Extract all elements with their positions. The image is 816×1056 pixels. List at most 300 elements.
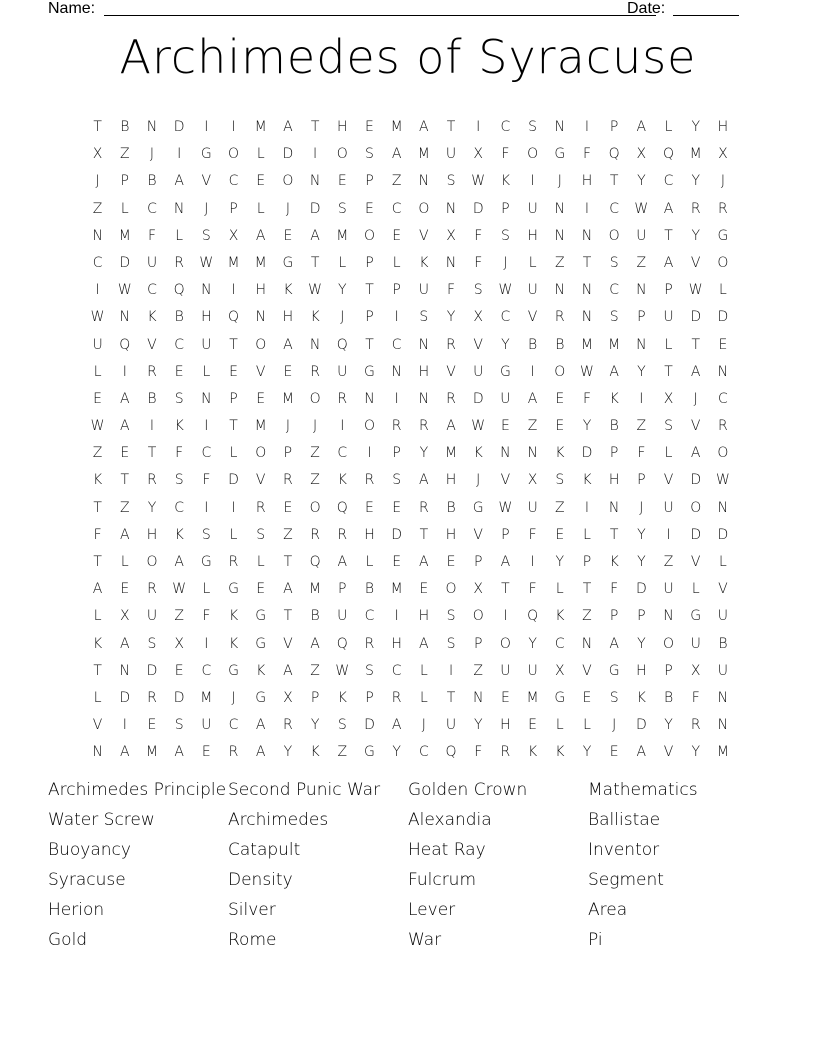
grid-letter: O: [472, 608, 484, 625]
grid-letter: K: [609, 390, 619, 407]
grid-letter: K: [500, 173, 510, 190]
word-list-row: [48, 780, 768, 810]
grid-letter: L: [93, 363, 102, 380]
grid-letter: Z: [337, 744, 348, 761]
word-list-item: Buoyancy: [48, 840, 131, 860]
grid-letter: K: [555, 445, 565, 462]
grid-letter: A: [609, 363, 619, 380]
grid-letter: E: [201, 744, 211, 761]
grid-letter: U: [201, 717, 212, 734]
grid-letter: P: [365, 173, 374, 190]
grid-letter: C: [147, 200, 157, 217]
grid-letter: S: [201, 227, 211, 244]
grid-letter: K: [93, 635, 103, 652]
grid-letter: U: [337, 363, 348, 380]
grid-letter: A: [119, 526, 130, 543]
grid-letter: M: [145, 744, 159, 761]
grid-letter: J: [476, 472, 481, 489]
grid-letter: V: [690, 418, 701, 435]
grid-letter: H: [636, 662, 647, 679]
grid-letter: U: [663, 309, 674, 326]
grid-letter: X: [554, 662, 565, 679]
grid-letter: G: [255, 635, 267, 652]
word-list-item: Mathematics: [588, 780, 698, 800]
word-list-row: [48, 840, 768, 870]
grid-letter: Y: [528, 635, 537, 652]
grid-letter: S: [555, 472, 565, 489]
grid-letter: T: [93, 554, 102, 570]
grid-letter: T: [283, 554, 293, 570]
grid-letter: P: [637, 309, 646, 326]
grid-letter: J: [95, 173, 100, 190]
grid-row: [84, 658, 737, 685]
grid-letter: N: [717, 363, 729, 380]
grid-letter: R: [364, 635, 375, 652]
grid-letter: N: [173, 200, 185, 217]
grid-letter: W: [199, 254, 214, 271]
word-list-item: Syracuse: [48, 870, 126, 890]
grid-letter: R: [310, 526, 320, 543]
grid-letter: D: [472, 200, 484, 217]
grid-letter: U: [500, 390, 511, 407]
grid-letter: P: [365, 689, 374, 706]
grid-letter: D: [635, 581, 647, 598]
grid-letter: T: [691, 336, 700, 353]
letter-grid: [84, 114, 737, 767]
grid-letter: A: [636, 744, 647, 761]
grid-letter: R: [500, 744, 511, 761]
grid-letter: R: [718, 200, 728, 217]
grid-row: [84, 141, 737, 168]
grid-letter: V: [92, 717, 103, 734]
grid-letter: B: [174, 309, 184, 326]
grid-letter: D: [690, 309, 702, 326]
grid-letter: D: [173, 119, 185, 135]
grid-letter: O: [309, 499, 321, 516]
grid-letter: S: [392, 472, 402, 489]
grid-letter: L: [338, 254, 347, 271]
grid-letter: N: [554, 227, 566, 244]
grid-letter: S: [147, 635, 157, 652]
grid-letter: B: [718, 635, 728, 652]
grid-letter: J: [313, 418, 318, 435]
grid-letter: J: [149, 146, 155, 163]
grid-letter: Z: [174, 608, 184, 625]
grid-letter: N: [201, 390, 212, 407]
grid-letter: I: [122, 363, 127, 380]
grid-letter: X: [718, 146, 728, 163]
grid-letter: U: [527, 200, 538, 217]
grid-row: [84, 114, 737, 141]
grid-letter: U: [527, 282, 538, 299]
grid-letter: P: [637, 472, 646, 489]
grid-letter: L: [202, 581, 211, 598]
grid-letter: A: [500, 554, 511, 570]
grid-letter: K: [256, 662, 266, 679]
grid-letter: G: [554, 146, 566, 163]
grid-letter: M: [227, 254, 240, 271]
grid-row: [84, 277, 737, 304]
grid-letter: Y: [392, 744, 401, 761]
word-list-item: Archimedes Principle: [48, 780, 227, 800]
grid-letter: I: [204, 418, 209, 435]
grid-letter: L: [555, 581, 564, 598]
grid-letter: C: [500, 309, 511, 326]
grid-letter: S: [446, 173, 456, 190]
grid-letter: T: [609, 173, 619, 190]
grid-letter: V: [255, 472, 266, 489]
grid-letter: D: [690, 472, 702, 489]
grid-letter: L: [719, 282, 727, 299]
grid-letter: E: [419, 581, 429, 598]
grid-letter: S: [256, 526, 266, 543]
grid-letter: S: [446, 608, 456, 625]
grid-letter: K: [337, 689, 347, 706]
grid-letter: M: [580, 336, 594, 353]
grid-letter: O: [228, 146, 240, 163]
grid-letter: T: [93, 499, 102, 516]
grid-letter: O: [445, 581, 457, 598]
grid-letter: F: [610, 581, 619, 598]
grid-letter: M: [390, 119, 403, 135]
grid-letter: A: [92, 581, 103, 598]
grid-letter: B: [147, 390, 157, 407]
grid-letter: C: [201, 445, 212, 462]
grid-letter: R: [228, 554, 239, 570]
grid-letter: I: [95, 282, 100, 299]
grid-letter: N: [527, 445, 538, 462]
grid-letter: T: [310, 254, 320, 271]
grid-letter: V: [690, 254, 701, 271]
grid-letter: Y: [637, 554, 646, 570]
grid-letter: L: [120, 200, 129, 217]
grid-letter: C: [174, 336, 185, 353]
grid-row: [84, 576, 737, 603]
grid-letter: Y: [446, 309, 456, 326]
grid-letter: D: [472, 390, 484, 407]
grid-letter: X: [473, 581, 484, 598]
grid-letter: I: [231, 499, 236, 516]
grid-letter: A: [419, 635, 429, 652]
grid-letter: O: [717, 254, 729, 271]
grid-letter: Y: [310, 717, 320, 734]
grid-letter: N: [717, 689, 729, 706]
grid-letter: R: [418, 418, 429, 435]
grid-letter: G: [282, 254, 294, 271]
grid-letter: B: [147, 173, 157, 190]
grid-letter: R: [147, 472, 157, 489]
grid-letter: W: [580, 363, 594, 380]
grid-letter: N: [201, 282, 212, 299]
grid-letter: L: [93, 689, 102, 706]
grid-letter: N: [717, 499, 729, 516]
grid-letter: G: [200, 554, 212, 570]
grid-letter: F: [582, 390, 591, 407]
grid-letter: D: [228, 472, 239, 489]
grid-letter: O: [499, 635, 511, 652]
grid-letter: S: [609, 309, 619, 326]
grid-letter: U: [337, 608, 348, 625]
grid-row: [84, 168, 737, 195]
grid-letter: A: [283, 119, 293, 135]
grid-letter: Y: [147, 499, 157, 516]
grid-letter: K: [555, 744, 565, 761]
grid-letter: A: [283, 581, 293, 598]
grid-letter: A: [283, 662, 293, 679]
grid-letter: T: [609, 526, 619, 543]
grid-letter: A: [255, 744, 266, 761]
grid-letter: F: [474, 227, 483, 244]
grid-letter: W: [335, 662, 350, 679]
grid-letter: N: [581, 227, 593, 244]
grid-letter: P: [392, 445, 401, 462]
grid-letter: H: [146, 526, 158, 543]
grid-letter: R: [364, 472, 375, 489]
word-list-item: Silver: [228, 900, 276, 920]
grid-letter: G: [364, 744, 375, 761]
grid-letter: L: [664, 445, 673, 462]
grid-letter: T: [582, 254, 592, 271]
grid-letter: H: [581, 173, 593, 190]
grid-letter: Q: [309, 554, 321, 570]
grid-letter: B: [310, 608, 320, 625]
grid-letter: H: [418, 608, 430, 625]
grid-letter: K: [419, 254, 429, 271]
grid-letter: M: [118, 227, 131, 244]
grid-letter: G: [228, 662, 239, 679]
grid-letter: E: [93, 390, 103, 407]
word-list-item: Gold: [48, 930, 88, 950]
grid-letter: L: [365, 554, 374, 570]
grid-letter: X: [636, 146, 647, 163]
grid-letter: E: [283, 227, 293, 244]
grid-letter: E: [500, 418, 510, 435]
grid-letter: A: [419, 472, 429, 489]
grid-letter: O: [554, 363, 566, 380]
grid-letter: O: [255, 336, 267, 353]
grid-letter: P: [637, 608, 646, 625]
grid-letter: H: [500, 717, 511, 734]
grid-letter: Y: [691, 119, 700, 135]
grid-letter: T: [229, 418, 238, 435]
grid-letter: S: [337, 717, 347, 734]
grid-letter: C: [391, 336, 402, 353]
grid-letter: N: [255, 309, 266, 326]
grid-letter: H: [201, 309, 212, 326]
grid-letter: K: [609, 554, 619, 570]
grid-letter: E: [500, 689, 510, 706]
grid-letter: U: [500, 662, 511, 679]
grid-letter: N: [119, 662, 131, 679]
grid-letter: Q: [608, 146, 620, 163]
grid-letter: L: [93, 608, 102, 625]
grid-letter: N: [554, 119, 566, 135]
grid-letter: A: [337, 554, 348, 570]
grid-row: [84, 386, 737, 413]
grid-letter: P: [609, 445, 619, 462]
grid-letter: I: [666, 526, 671, 543]
worksheet-header: [48, 0, 748, 20]
grid-letter: R: [446, 336, 456, 353]
grid-letter: N: [608, 499, 620, 516]
grid-letter: A: [255, 227, 266, 244]
grid-letter: I: [204, 119, 209, 135]
grid-letter: L: [229, 445, 238, 462]
grid-letter: H: [445, 526, 457, 543]
grid-letter: I: [313, 146, 318, 163]
grid-letter: U: [201, 336, 212, 353]
grid-letter: Z: [310, 472, 320, 489]
word-list-item: Pi: [588, 930, 603, 950]
grid-letter: A: [310, 635, 320, 652]
grid-letter: I: [584, 499, 590, 516]
grid-letter: E: [174, 363, 184, 380]
grid-letter: M: [309, 581, 322, 598]
grid-letter: B: [446, 499, 456, 516]
grid-letter: W: [172, 581, 187, 598]
grid-letter: U: [717, 608, 729, 625]
grid-letter: R: [337, 390, 348, 407]
grid-letter: A: [119, 390, 130, 407]
grid-letter: K: [528, 744, 538, 761]
grid-letter: V: [582, 662, 592, 679]
grid-letter: I: [584, 200, 590, 217]
grid-letter: Z: [554, 499, 565, 516]
grid-letter: L: [256, 554, 265, 570]
grid-letter: I: [639, 390, 644, 407]
word-list-row: [48, 870, 768, 900]
grid-letter: J: [639, 499, 644, 516]
grid-letter: T: [93, 662, 102, 679]
grid-letter: A: [119, 635, 130, 652]
grid-letter: C: [391, 200, 402, 217]
grid-letter: V: [663, 744, 674, 761]
grid-letter: L: [555, 717, 564, 734]
grid-letter: O: [690, 499, 702, 516]
grid-row: [84, 413, 737, 440]
grid-letter: D: [364, 717, 375, 734]
grid-letter: E: [337, 173, 347, 190]
grid-letter: K: [283, 282, 293, 299]
grid-letter: M: [281, 390, 294, 407]
grid-letter: O: [255, 445, 267, 462]
grid-letter: P: [473, 554, 483, 570]
grid-letter: I: [476, 119, 481, 135]
grid-letter: H: [282, 309, 294, 326]
grid-letter: F: [147, 227, 156, 244]
grid-letter: N: [500, 445, 511, 462]
grid-letter: C: [201, 662, 212, 679]
grid-letter: N: [146, 119, 158, 135]
grid-letter: N: [581, 282, 593, 299]
grid-row: [84, 549, 737, 576]
grid-letter: T: [93, 119, 102, 135]
word-list: [48, 780, 768, 960]
grid-letter: Z: [92, 445, 103, 462]
date-blank-line[interactable]: [673, 15, 739, 16]
grid-letter: T: [664, 363, 673, 380]
grid-letter: Z: [119, 146, 130, 163]
grid-letter: Z: [663, 554, 674, 570]
grid-letter: F: [447, 282, 456, 299]
grid-letter: E: [555, 418, 565, 435]
grid-letter: O: [282, 173, 294, 190]
grid-letter: T: [419, 526, 429, 543]
grid-letter: E: [256, 581, 266, 598]
grid-letter: G: [690, 608, 702, 625]
grid-letter: N: [92, 744, 103, 761]
grid-letter: T: [446, 119, 456, 135]
grid-letter: Y: [691, 173, 700, 190]
grid-letter: D: [146, 662, 158, 679]
grid-letter: K: [473, 445, 483, 462]
grid-letter: A: [174, 744, 184, 761]
grid-letter: R: [554, 309, 565, 326]
grid-letter: E: [147, 717, 157, 734]
grid-letter: U: [92, 336, 103, 353]
grid-letter: Y: [473, 717, 483, 734]
grid-letter: X: [527, 472, 538, 489]
grid-letter: Y: [338, 282, 347, 299]
grid-letter: C: [337, 445, 348, 462]
grid-letter: K: [636, 689, 646, 706]
grid-letter: Q: [445, 744, 457, 761]
grid-letter: V: [690, 554, 701, 570]
grid-letter: L: [256, 200, 265, 217]
grid-letter: E: [392, 499, 402, 516]
grid-letter: F: [202, 472, 211, 489]
grid-letter: V: [473, 526, 483, 543]
grid-letter: C: [147, 282, 157, 299]
grid-letter: N: [391, 363, 402, 380]
word-list-item: Alexandia: [408, 810, 492, 830]
grid-letter: L: [691, 581, 700, 598]
word-list-item: Heat Ray: [408, 840, 486, 860]
grid-letter: P: [664, 662, 673, 679]
word-list-item: Segment: [588, 870, 664, 890]
grid-letter: Y: [637, 173, 646, 190]
grid-letter: T: [147, 445, 157, 462]
grid-letter: A: [119, 744, 130, 761]
grid-letter: A: [609, 635, 619, 652]
grid-letter: C: [174, 499, 185, 516]
grid-letter: J: [421, 717, 426, 734]
grid-letter: A: [419, 119, 429, 135]
grid-letter: O: [527, 146, 539, 163]
grid-letter: N: [418, 173, 430, 190]
name-blank-line[interactable]: [104, 15, 656, 16]
grid-letter: S: [174, 717, 184, 734]
grid-letter: S: [528, 119, 538, 135]
grid-letter: W: [688, 282, 703, 299]
grid-letter: Q: [336, 499, 348, 516]
page-title: Archimedes of Syracuse: [119, 30, 697, 84]
grid-letter: X: [473, 309, 484, 326]
grid-letter: I: [367, 445, 372, 462]
grid-letter: Z: [636, 254, 647, 271]
grid-letter: D: [119, 254, 131, 271]
grid-letter: O: [663, 635, 675, 652]
grid-letter: T: [664, 227, 673, 244]
grid-row: [84, 332, 737, 359]
grid-letter: E: [256, 173, 266, 190]
grid-letter: N: [418, 390, 430, 407]
grid-letter: V: [473, 336, 483, 353]
grid-letter: W: [90, 309, 105, 326]
grid-letter: E: [365, 200, 374, 217]
grid-letter: M: [444, 445, 458, 462]
grid-letter: U: [445, 717, 457, 734]
